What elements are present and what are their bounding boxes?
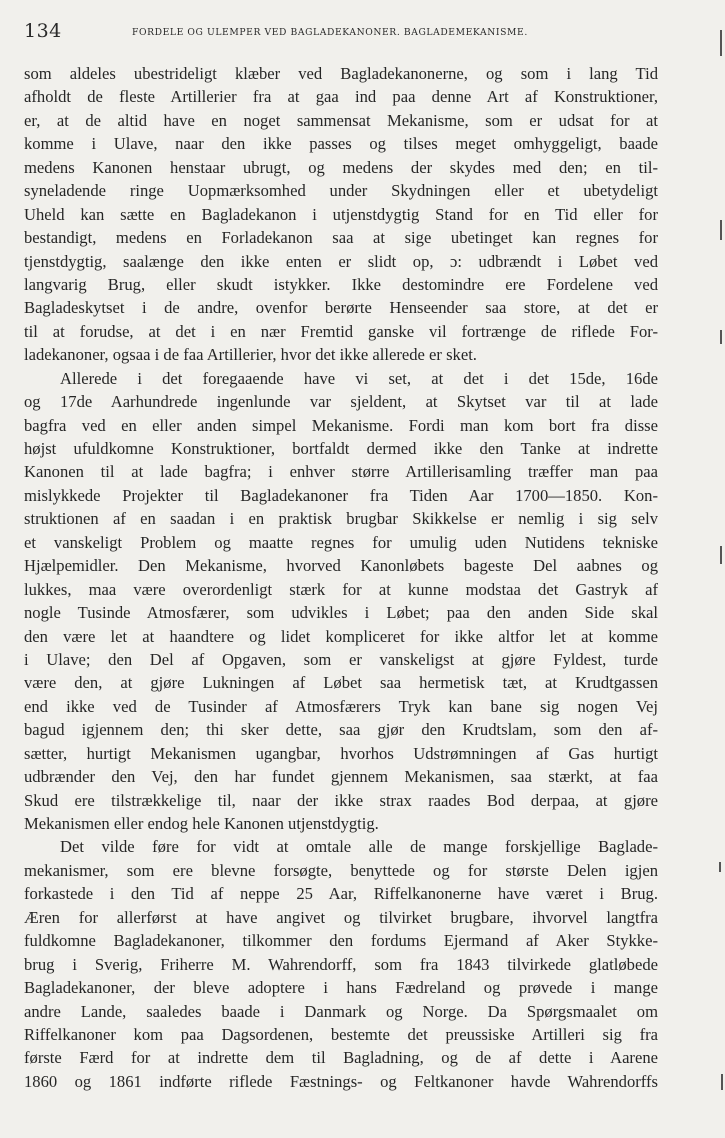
text-line: Skud ere tilstrækkelige til, naar der ikke strax raades Bod derpaa, at gjøre [24,790,658,810]
text-line: end ikke ved de Tusinder af Atmosfærers Tryk kan bane sig nogen Vej [24,696,658,716]
text-line: tjenstdygtig, saalænge den ikke enten er slidt op, ɔ: udbrændt i Løbet ved [24,251,658,271]
text-line: et vanskeligt Problem og maatte regnes for umulig uden Nutidens tekniske [24,532,658,552]
text-line: mislykkede Projekter til Bagladekanoner fra Tiden Aar 1700—1850. Kon- [24,485,658,505]
edge-mark [720,546,722,564]
edge-mark [720,330,722,344]
text-line: Allerede i det foregaaende have vi set, at det i det 15de, 16de [60,368,658,388]
text-line: komme i Ulave, naar den ikke passes og tilses meget omhyggeligt, baade [24,134,658,154]
text-line: første Færd for at indrette dem til Bagladning, og de af dette i Aarene [24,1048,658,1068]
text-line: brug i Sverig, Friherre M. Wahrendorff, som fra 1843 tilvirkede glatløbede [24,954,658,974]
text-line: Riffelkanoner kom paa Dagsordenen, bestemte det preussiske Artilleri sig fra [24,1024,658,1044]
text-line: Æren for allerførst at have angivet og tilvirket brugbare, ihvorvel langtfra [24,907,658,927]
edge-mark [719,862,721,872]
text-line: Uheld kan sætte en Bagladekanon i utjenstdygtig Stand for en Tid eller for [24,204,658,224]
text-line: Hjælpemidler. Den Mekanisme, hvorved Kanonløbets bageste Del aabnes og [24,556,658,576]
text-line: afholdt de fleste Artillerier fra at gaa ind paa denne Art af Konstruktioner, [24,87,658,107]
text-line: den være let at haandtere og lidet kompliceret for ikke altfor let at komme [24,626,658,646]
text-line: sætter, hurtigt Mekanismen ugangbar, hvorhos Udstrømningen af Gas hurtigt [24,743,658,763]
text-line: i Ulave; den Del af Opgaven, som er vanskeligst at gjøre Fyldest, turde [24,649,658,669]
text-line: udbrænder den Vej, den har fundet gjennem Mekanismen, saa stærkt, at faa [24,767,658,787]
text-line: og 17de Aarhundrede ingenlunde var sjeldent, at Skytset var til at lade [24,392,658,412]
text-line: Bagladeskytset i de andre, ovenfor berørte Henseender saa store, at det er [24,298,658,318]
text-line: ladekanoner, ogsaa i de faa Artillerier, hvor det ikke allerede er sket. [24,345,477,365]
text-line: er, at de altid have en noget sammensat Mekanisme, som er udsat for at [24,110,658,130]
text-line: syneladende ringe Uopmærksomhed under Skydningen eller et ubetydeligt [24,181,658,201]
text-line: Bagladekanoner, der bleve adoptere i hans Fædreland og prøvede i mange [24,978,658,998]
text-line: forkastede i den Tid af neppe 25 Aar, Riffelkanonerne have været i Brug. [24,884,658,904]
edge-mark [720,30,722,56]
edge-mark [721,1074,723,1090]
text-line: Det vilde føre for vidt at omtale alle de mange forskjellige Baglade- [60,837,658,857]
text-line: struktionen af en saadan i en praktisk brugbar Skikkelse er nemlig i sig selv [24,509,658,529]
text-line: som aldeles ubestrideligt klæber ved Bagladekanonerne, og som i lang Tid [24,64,658,83]
text-line: mekanismer, som ere blevne forsøgte, benyttede og for største Delen igjen [24,860,658,880]
text-line: Kanonen til at lade bagfra; i enhver større Artillerisamling træffer man paa [24,462,658,482]
text-line: fuldkomne Bagladekanoner, tilkommer den fordums Ejermand af Aker Stykke- [24,931,658,951]
text-line: nogle Tusinde Atmosfærer, som udvikles i Løbet; paa den anden Side skal [24,603,658,623]
text-line: Mekanismen eller endog hele Kanonen utjenstdygtig. [24,814,379,833]
running-title: FORDELE OG ULEMPER VED BAGLADEKANONER. BAGLADEMEKANISME. [132,27,528,38]
page-number: 134 [24,20,62,42]
page-header [24,20,664,46]
edge-mark [720,220,722,240]
text-line: bagud igjennem den; thi sker dette, saa gjør den Krudtslam, som den af- [24,720,658,740]
text-line: være den, at gjøre Lukningen af Løbet saa hermetisk tæt, at Krudtgassen [24,673,658,693]
text-line: andre Lande, saaledes baade i Danmark og Norge. Da Spørgsmaalet om [24,1001,658,1021]
text-line: medens Kanonen henstaar ubrugt, og medens der skydes med den; en til- [24,157,658,177]
text-line: bagfra ved en eller anden simpel Mekanisme. Fordi man kom bort fra disse [24,415,658,435]
body-text [24,62,658,1093]
text-line: 1860 og 1861 indførte riflede Fæstnings- og Feltkanoner havde Wahrendorffs [24,1071,658,1091]
text-line: lukkes, maa være overordenligt stærk for at kunne modstaa det Gastryk af [24,579,658,599]
text-line: til at forudse, at det i en nær Fremtid ganske vil fortrænge de riflede For- [24,321,658,341]
text-line: højst ufuldkomne Konstruktioner, bortfaldt dermed ikke den Tanke at indrette [24,439,658,458]
text-line: langvarig Brug, eller skudt istykker. Ikke destomindre ere Fordelene ved [24,274,658,294]
text-line: bestandigt, medens en Forladekanon saa at sige ubetinget kan regnes for [24,228,658,248]
